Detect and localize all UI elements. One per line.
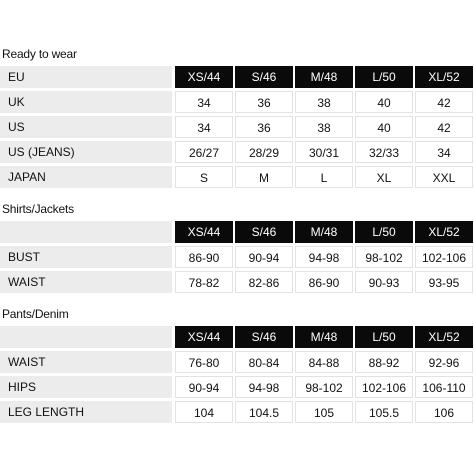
table-cell: 36 <box>235 116 293 138</box>
row-label-eu: EU <box>0 66 172 88</box>
table-cell: 102-106 <box>415 246 473 268</box>
table-cell: 30/31 <box>295 141 353 163</box>
size-header-l: L/50 <box>355 66 413 88</box>
table-cell: 32/33 <box>355 141 413 163</box>
table-cell: S <box>175 166 233 188</box>
section-title-shirts-jackets: Shirts/Jackets <box>2 202 74 216</box>
table-row-hips <box>0 376 474 398</box>
row-label-uk: UK <box>0 91 172 113</box>
table-cell: 82-86 <box>235 271 293 293</box>
size-header-xs: XS/44 <box>175 66 233 88</box>
table-cell: 34 <box>175 91 233 113</box>
row-label-empty <box>0 326 172 348</box>
table-cell: 94-98 <box>295 246 353 268</box>
table-cell: 102-106 <box>355 376 413 398</box>
table-cell: 92-96 <box>415 351 473 373</box>
table-cell: 104 <box>175 401 233 423</box>
table-cell: 40 <box>355 91 413 113</box>
table-cell: M <box>235 166 293 188</box>
table-cell: 26/27 <box>175 141 233 163</box>
size-header-xs: XS/44 <box>175 221 233 243</box>
table-row-uk <box>0 91 474 113</box>
table-cell: 42 <box>415 116 473 138</box>
table-cell: 36 <box>235 91 293 113</box>
size-header-s: S/46 <box>235 326 293 348</box>
row-label-bust: BUST <box>0 246 172 268</box>
section-title-pants-denim: Pants/Denim <box>2 307 69 321</box>
table-cell: 90-93 <box>355 271 413 293</box>
table-cell: 104.5 <box>235 401 293 423</box>
row-label-leg-length: LEG LENGTH <box>0 401 172 423</box>
table-cell: XL <box>355 166 413 188</box>
row-label-waist: WAIST <box>0 351 172 373</box>
table-cell: 86-90 <box>175 246 233 268</box>
table-row-bust <box>0 246 474 268</box>
table-row-us-jeans <box>0 141 474 163</box>
table-cell: 105.5 <box>355 401 413 423</box>
row-label-empty <box>0 221 172 243</box>
size-header-xl: XL/52 <box>415 326 473 348</box>
table-cell: XXL <box>415 166 473 188</box>
row-label-japan: JAPAN <box>0 166 172 188</box>
table-cell: 98-102 <box>295 376 353 398</box>
table-cell: 28/29 <box>235 141 293 163</box>
size-header-xs: XS/44 <box>175 326 233 348</box>
table-row-waist <box>0 351 474 373</box>
size-header-m: M/48 <box>295 326 353 348</box>
table-cell: 38 <box>295 116 353 138</box>
size-header-xl: XL/52 <box>415 221 473 243</box>
table-cell: 42 <box>415 91 473 113</box>
table-row-waist <box>0 271 474 293</box>
section-title-ready-to-wear: Ready to wear <box>2 47 77 61</box>
table-cell: 84-88 <box>295 351 353 373</box>
size-header-l: L/50 <box>355 326 413 348</box>
table-cell: 106 <box>415 401 473 423</box>
table-row-leg-length <box>0 401 474 423</box>
table-row-eu <box>0 66 474 88</box>
size-header-m: M/48 <box>295 221 353 243</box>
row-label-us-jeans: US (JEANS) <box>0 141 172 163</box>
table-cell: 34 <box>175 116 233 138</box>
table-cell: 94-98 <box>235 376 293 398</box>
table-cell: 78-82 <box>175 271 233 293</box>
table-cell: 90-94 <box>175 376 233 398</box>
table-row-us <box>0 116 474 138</box>
table-cell: 76-80 <box>175 351 233 373</box>
table-cell: 88-92 <box>355 351 413 373</box>
size-header-xl: XL/52 <box>415 66 473 88</box>
table-row-size-header <box>0 221 474 243</box>
table-cell: 86-90 <box>295 271 353 293</box>
table-cell: 80-84 <box>235 351 293 373</box>
size-header-s: S/46 <box>235 221 293 243</box>
table-cell: 38 <box>295 91 353 113</box>
table-cell: 105 <box>295 401 353 423</box>
row-label-hips: HIPS <box>0 376 172 398</box>
table-row-size-header <box>0 326 474 348</box>
table-cell: 34 <box>415 141 473 163</box>
row-label-waist: WAIST <box>0 271 172 293</box>
size-header-l: L/50 <box>355 221 413 243</box>
table-cell: 106-110 <box>415 376 473 398</box>
table-cell: 90-94 <box>235 246 293 268</box>
row-label-us: US <box>0 116 172 138</box>
table-cell: L <box>295 166 353 188</box>
table-row-japan <box>0 166 474 188</box>
size-header-s: S/46 <box>235 66 293 88</box>
size-header-m: M/48 <box>295 66 353 88</box>
table-cell: 98-102 <box>355 246 413 268</box>
table-cell: 93-95 <box>415 271 473 293</box>
table-cell: 40 <box>355 116 413 138</box>
